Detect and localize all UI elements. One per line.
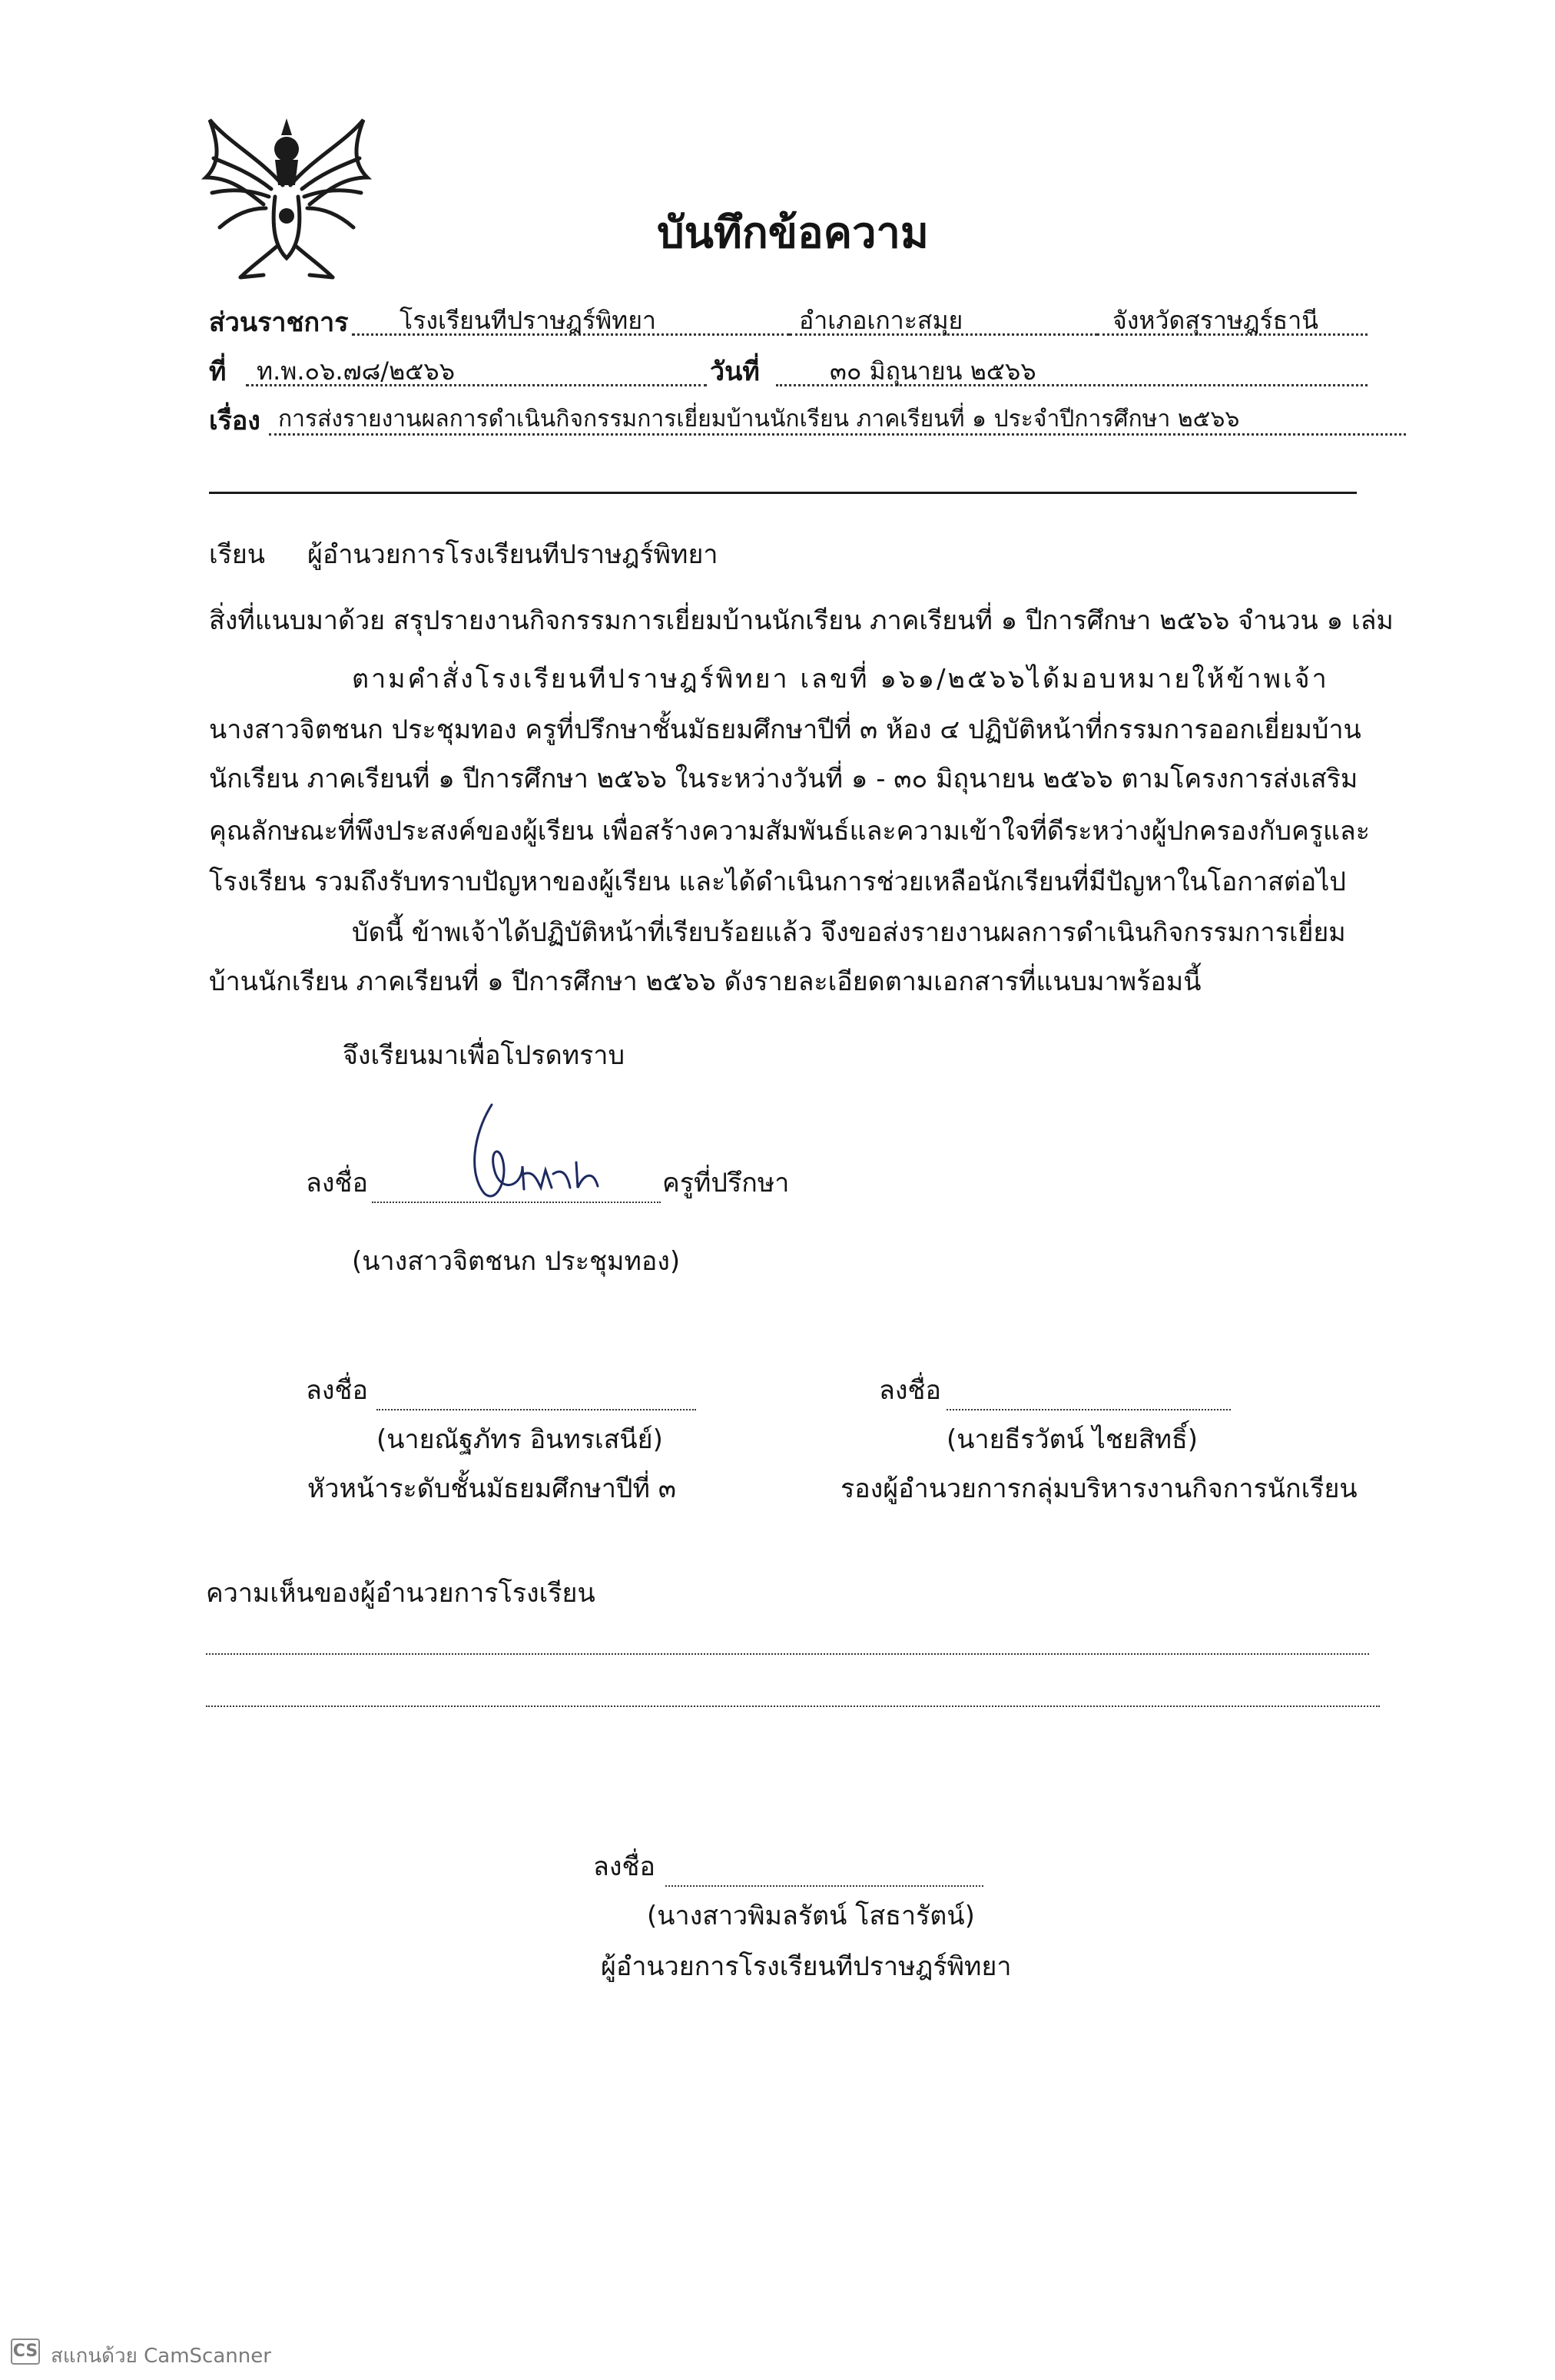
opinion-label: ความเห็นของผู้อำนวยการโรงเรียน bbox=[206, 1578, 595, 1609]
director-position: ผู้อำนวยการโรงเรียนทีปราษฎร์พิทยา bbox=[601, 1951, 1012, 1982]
paragraph-2-line-2: บ้านนักเรียน ภาคเรียนที่ ๑ ปีการศึกษา ๒๕๖๖ ดังรายละเอียดตามเอกสารที่แนบมาพร้อมนี้ bbox=[209, 966, 1202, 997]
director-sign-label: ลงชื่อ bbox=[593, 1851, 655, 1882]
right-position: รองผู้อำนวยการกลุ่มบริหารงานกิจการนักเรียน bbox=[840, 1473, 1358, 1504]
agency-label: ส่วนราชการ bbox=[209, 307, 349, 338]
left-sign-dots bbox=[376, 1381, 696, 1410]
header-divider bbox=[209, 492, 1357, 494]
left-sign-label: ลงชื่อ bbox=[306, 1375, 368, 1406]
province-value: จังหวัดสุราษฎร์ธานี bbox=[1112, 306, 1319, 335]
right-sign-label: ลงชื่อ bbox=[879, 1375, 941, 1406]
district-value: อำเภอเกาะสมุย bbox=[799, 306, 963, 335]
paragraph-1-line-2: นางสาวจิตชนก ประชุมทอง ครูที่ปรึกษาชั้นมัธยมศึกษาปีที่ ๓ ห้อง ๔ ปฏิบัติหน้าที่กรรมการออกเยี่ยมบ้าน bbox=[209, 714, 1361, 745]
scanner-text: สแกนด้วย CamScanner bbox=[51, 2345, 271, 2368]
agency-value: โรงเรียนทีปราษฎร์พิทยา bbox=[400, 306, 656, 335]
paragraph-1-line-4: คุณลักษณะที่พึงประสงค์ของผู้เรียน เพื่อสร้างความสัมพันธ์และความเข้าใจที่ดีระหว่างผู้ปกครองกับครูและ bbox=[209, 816, 1371, 847]
paragraph-1-line-1: ตามคำสั่งโรงเรียนทีปราษฎร์พิทยา เลขที่ ๑๖๑/๒๕๖๖ได้มอบหมายให้ข้าพเจ้า bbox=[352, 664, 1329, 694]
to-label: เรียน bbox=[209, 539, 266, 570]
to-value: ผู้อำนวยการโรงเรียนทีปราษฎร์พิทยา bbox=[307, 539, 718, 570]
date-value: ๓๐ มิถุนายน ๒๕๖๖ bbox=[830, 356, 1036, 386]
teacher-signature bbox=[461, 1089, 607, 1205]
subject-value: การส่งรายงานผลการดำเนินกิจกรรมการเยี่ยมบ้านนักเรียน ภาคเรียนที่ ๑ ประจำปีการศึกษา ๒๕๖๖ bbox=[278, 406, 1240, 433]
closing-text: จึงเรียนมาเพื่อโปรดทราบ bbox=[343, 1040, 625, 1071]
date-label: วันที่ bbox=[710, 356, 760, 387]
paragraph-1-line-5: โรงเรียน รวมถึงรับทราบปัญหาของผู้เรียน และได้ดำเนินการช่วยเหลือนักเรียนที่มีปัญหาในโอกาสต่อไป bbox=[209, 867, 1346, 897]
ref-value: ท.พ.๐๖.๗๘/๒๕๖๖ bbox=[257, 356, 456, 386]
paragraph-2-line-1: บัดนี้ ข้าพเจ้าได้ปฏิบัติหน้าที่เรียบร้อยแล้ว จึงขอส่งรายงานผลการดำเนินกิจกรรมการเยี่ยม bbox=[352, 917, 1346, 948]
attachment-line: สิ่งที่แนบมาด้วย สรุปรายงานกิจกรรมการเยี่ยมบ้านนักเรียน ภาคเรียนที่ ๑ ปีการศึกษา ๒๕๖๖ จำนวน ๑ เล่ม bbox=[209, 605, 1394, 636]
opinion-line-1 bbox=[206, 1626, 1369, 1655]
left-position: หัวหน้าระดับชั้นมัธยมศึกษาปีที่ ๓ bbox=[307, 1473, 676, 1504]
teacher-sign-label: ลงชื่อ bbox=[306, 1168, 368, 1198]
right-name: (นายธีรวัตน์ ไชยสิทธิ์) bbox=[947, 1424, 1199, 1455]
paragraph-1-line-3: นักเรียน ภาคเรียนที่ ๑ ปีการศึกษา ๒๕๖๖ ในระหว่างวันที่ ๑ - ๓๐ มิถุนายน ๒๕๖๖ ตามโครงการส่งเสริม bbox=[209, 764, 1358, 794]
ref-label: ที่ bbox=[209, 356, 227, 387]
page-title: บันทึกข้อความ bbox=[657, 208, 929, 258]
director-sign-dots bbox=[665, 1858, 983, 1887]
director-name: (นางสาวพิมลรัตน์ โสธารัตน์) bbox=[647, 1901, 975, 1931]
subject-label: เรื่อง bbox=[209, 406, 260, 436]
teacher-name: (นางสาวจิตชนก ประชุมทอง) bbox=[352, 1246, 681, 1277]
teacher-position: ครูที่ปรึกษา bbox=[662, 1168, 790, 1198]
camscanner-logo-icon: CS bbox=[11, 2339, 40, 2365]
left-name: (นายณัฐภัทร อินทรเสนีย์) bbox=[376, 1424, 663, 1455]
opinion-line-2 bbox=[206, 1678, 1380, 1707]
right-sign-dots bbox=[947, 1381, 1231, 1410]
